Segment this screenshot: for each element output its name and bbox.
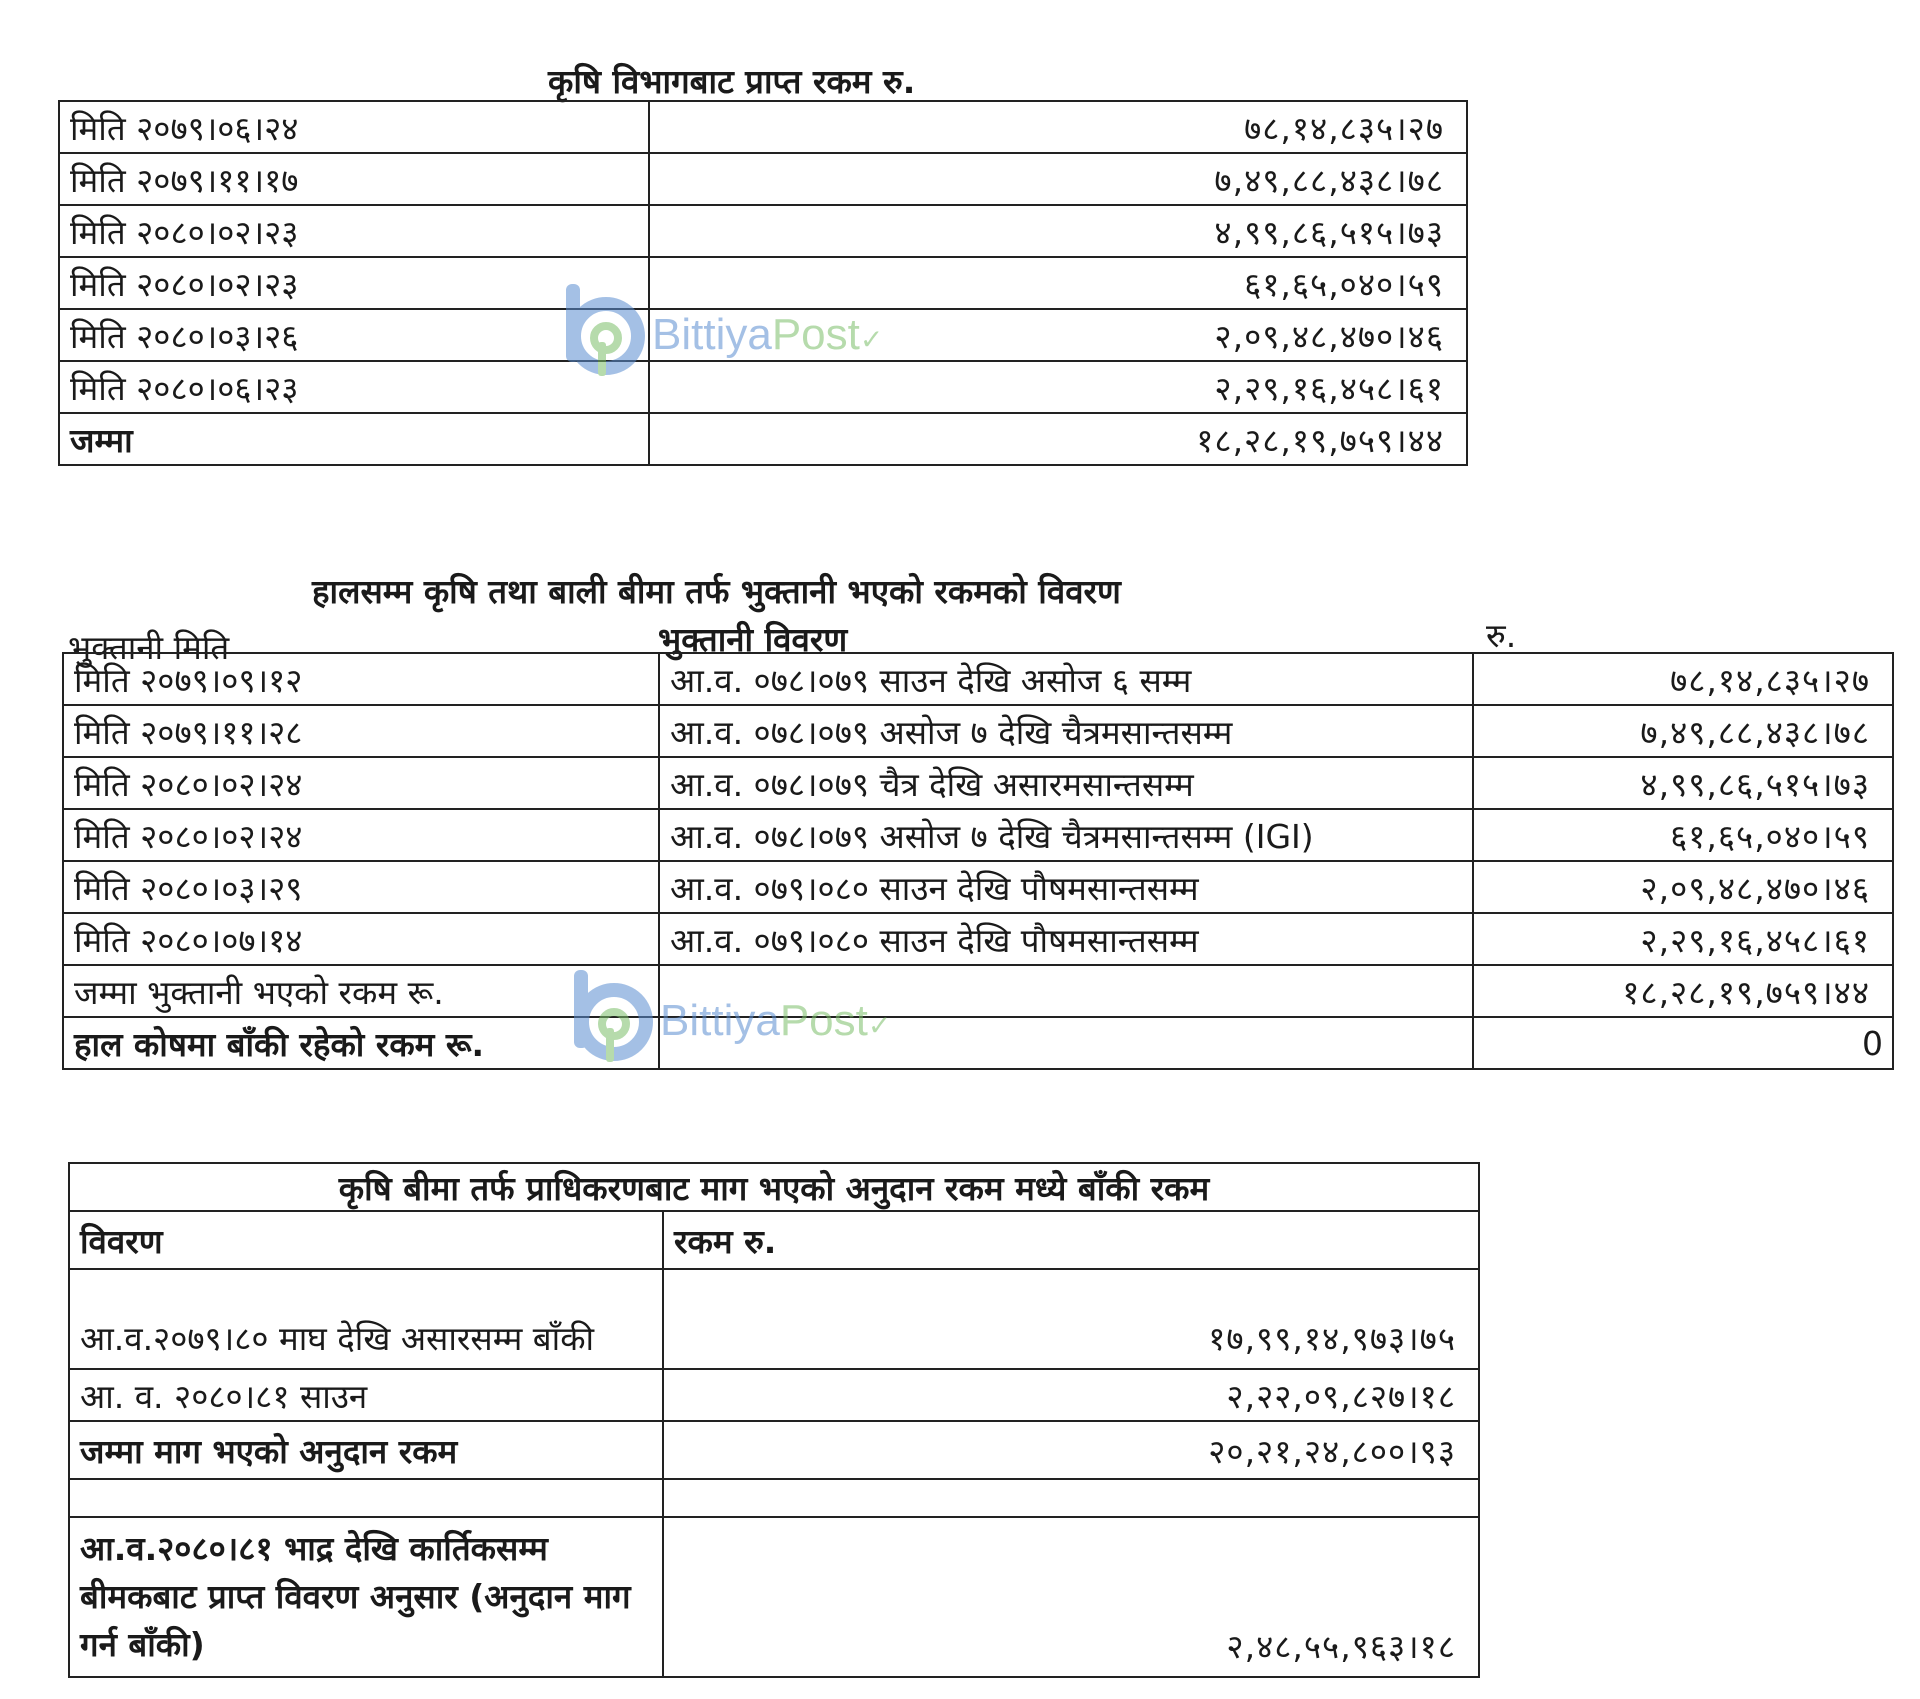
amount-cell: १७,९९,१४,९७३।७५ bbox=[663, 1269, 1479, 1369]
date-cell: मिति २०८०।०२।२४ bbox=[63, 809, 659, 861]
date-cell: मिति २०८०।०३।२९ bbox=[63, 861, 659, 913]
total-paid-amount: १८,२८,१९,७५९।४४ bbox=[1473, 965, 1893, 1017]
watermark-logo bbox=[562, 282, 982, 382]
section1-title: कृषि विभागबाट प्राप्त रकम रु. bbox=[548, 62, 916, 101]
col-header-amount: रकम रु. bbox=[663, 1211, 1479, 1269]
amount-cell: २,२९,१६,४५८।६१ bbox=[649, 361, 1467, 413]
table-row bbox=[59, 101, 1467, 153]
date-cell: मिति २०८०।०२।२३ bbox=[59, 205, 649, 257]
detail-cell: आ. व. २०८०।८१ साउन bbox=[69, 1369, 663, 1421]
detail-cell: आ.व. ०७८।०७९ चैत्र देखि असारमसान्तसम्म bbox=[659, 757, 1473, 809]
detail-cell: आ.व. ०७८।०७९ असोज ७ देखि चैत्रमसान्तसम्म bbox=[659, 705, 1473, 757]
total-amount: २०,२१,२४,८००।९३ bbox=[663, 1421, 1479, 1479]
amount-cell: ६१,६५,०४०।५९ bbox=[1473, 809, 1893, 861]
amount-cell: २,०९,४८,४७०।४६ bbox=[649, 309, 1467, 361]
table-row bbox=[63, 861, 1893, 913]
header-row bbox=[69, 1211, 1479, 1269]
table-row bbox=[63, 757, 1893, 809]
table-row bbox=[63, 705, 1893, 757]
date-cell: मिति २०८०।०६।२३ bbox=[59, 361, 649, 413]
amount-cell: ७८,१४,८३५।२७ bbox=[649, 101, 1467, 153]
date-cell: मिति २०८०।०३।२६ bbox=[59, 309, 649, 361]
detail-cell: आ.व. ०७८।०७९ असोज ७ देखि चैत्रमसान्तसम्म (IGI) bbox=[659, 809, 1473, 861]
table-row bbox=[63, 913, 1893, 965]
table-row bbox=[69, 1269, 1479, 1369]
total-row bbox=[69, 1421, 1479, 1479]
watermark-text: BittiyaPost✓ bbox=[652, 310, 884, 359]
amount-cell: ४,९९,८६,५१५।७३ bbox=[1473, 757, 1893, 809]
table-row bbox=[63, 653, 1893, 705]
amount-cell: २,२२,०९,८२७।१८ bbox=[663, 1369, 1479, 1421]
pending-amount: २,४८,५५,९६३।१८ bbox=[663, 1517, 1479, 1677]
balance-amount: 0 bbox=[1473, 1017, 1893, 1069]
balance-label: हाल कोषमा बाँकी रहेको रकम रू. bbox=[63, 1017, 659, 1069]
date-cell: मिति २०८०।०२।२४ bbox=[63, 757, 659, 809]
amount-cell: ७,४९,८८,४३८।७८ bbox=[649, 153, 1467, 205]
pending-detail: आ.व.२०८०।८१ भाद्र देखि कार्तिकसम्म बीमकबाट प्राप्त विवरण अनुसार (अनुदान माग गर्न बाँकी) bbox=[69, 1517, 663, 1677]
date-cell: मिति २०७९।०९।१२ bbox=[63, 653, 659, 705]
total-amount: १८,२८,१९,७५९।४४ bbox=[649, 413, 1467, 465]
amount-cell: ७८,१४,८३५।२७ bbox=[1473, 653, 1893, 705]
amount-cell: २,०९,४८,४७०।४६ bbox=[1473, 861, 1893, 913]
spacer-row bbox=[69, 1479, 1479, 1517]
section3-table bbox=[68, 1162, 1480, 1678]
section3-title: कृषि बीमा तर्फ प्राधिकरणबाट माग भएको अनुदान रकम मध्ये बाँकी रकम bbox=[69, 1163, 1479, 1211]
pending-row bbox=[69, 1517, 1479, 1677]
section2-title: हालसम्म कृषि तथा बाली बीमा तर्फ भुक्तानी भएको रकमको विवरण bbox=[312, 572, 1121, 611]
total-label: जम्मा bbox=[59, 413, 649, 465]
watermark-logo bbox=[570, 968, 990, 1068]
amount-cell: २,२९,१६,४५८।६१ bbox=[1473, 913, 1893, 965]
bittiyapost-logo-icon bbox=[562, 282, 646, 378]
date-cell: मिति २०७९।११।२८ bbox=[63, 705, 659, 757]
amount-cell: ४,९९,८६,५१५।७३ bbox=[649, 205, 1467, 257]
date-cell: मिति २०८०।०७।१४ bbox=[63, 913, 659, 965]
amount-cell: ७,४९,८८,४३८।७८ bbox=[1473, 705, 1893, 757]
detail-cell: आ.व. ०७९।०८० साउन देखि पौषमसान्तसम्म bbox=[659, 913, 1473, 965]
table-row bbox=[63, 809, 1893, 861]
col-header-date: भुक्तानी मिति bbox=[68, 628, 230, 667]
total-row bbox=[59, 413, 1467, 465]
col-header-currency: रु. bbox=[1486, 616, 1517, 655]
empty-cell bbox=[663, 1479, 1479, 1517]
amount-cell: ६१,६५,०४०।५९ bbox=[649, 257, 1467, 309]
date-cell: मिति २०७९।११।१७ bbox=[59, 153, 649, 205]
watermark-text: BittiyaPost✓ bbox=[660, 996, 892, 1045]
bittiyapost-logo-icon bbox=[570, 968, 654, 1064]
col-header-detail: विवरण bbox=[69, 1211, 663, 1269]
total-label: जम्मा माग भएको अनुदान रकम bbox=[69, 1421, 663, 1479]
detail-cell: आ.व.२०७९।८० माघ देखि असारसम्म बाँकी bbox=[69, 1269, 663, 1369]
col-header-detail: भुक्तानी विवरण bbox=[658, 620, 848, 659]
table-row bbox=[59, 205, 1467, 257]
detail-cell: आ.व. ०७८।०७९ साउन देखि असोज ६ सम्म bbox=[659, 653, 1473, 705]
empty-cell bbox=[69, 1479, 663, 1517]
title-row bbox=[69, 1163, 1479, 1211]
total-paid-label: जम्मा भुक्तानी भएको रकम रू. bbox=[63, 965, 659, 1017]
date-cell: मिति २०७९।०६।२४ bbox=[59, 101, 649, 153]
table-row bbox=[59, 153, 1467, 205]
detail-cell: आ.व. ०७९।०८० साउन देखि पौषमसान्तसम्म bbox=[659, 861, 1473, 913]
date-cell: मिति २०८०।०२।२३ bbox=[59, 257, 649, 309]
table-row bbox=[69, 1369, 1479, 1421]
